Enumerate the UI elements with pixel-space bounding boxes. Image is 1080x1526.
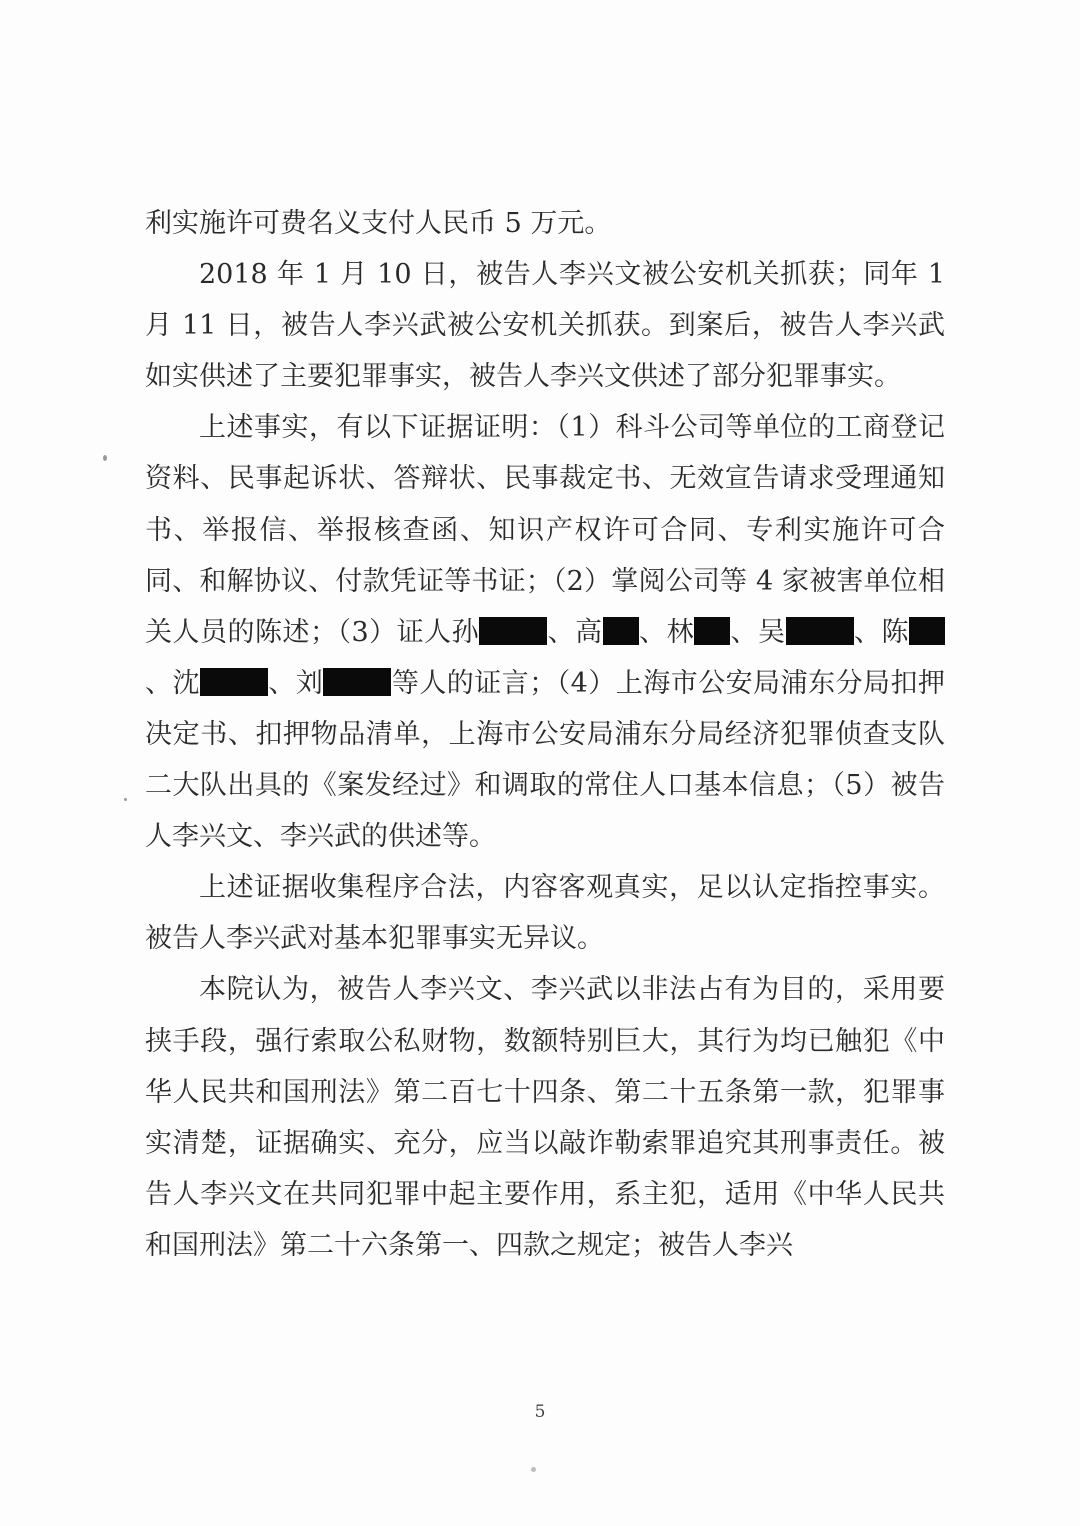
paragraph-text: 上述证据收集程序合法，内容客观真实，足以认定指控事实。被告人李兴武对基本犯罪事实无异议。	[145, 872, 945, 955]
paragraph-p3	[145, 402, 945, 862]
redaction-block	[200, 668, 268, 696]
paragraph-text: 、陈	[853, 616, 910, 648]
paragraph-p2	[145, 249, 945, 402]
body-text	[145, 198, 945, 1271]
paragraph-text: 上述事实，有以下证据证明：（1）科斗公司等单位的工商登记资料、民事起诉状、答辩状、民事裁定书、无效宣告请求受理通知书、举报信、举报核查函、知识产权许可合同、专利实施许可合同、和解协议、付款凭证等书证；（2）掌阅公司等 4 家被害单位相关人员的陈述；（3）证人孙	[145, 412, 945, 648]
scan-speck	[124, 798, 127, 801]
redaction-block	[786, 617, 854, 645]
redaction-block	[323, 668, 391, 696]
paragraph-text: 利实施许可费名义支付人民币 5 万元。	[145, 208, 612, 239]
paragraph-text: 等人的证言；（4）上海市公安局浦东分局扣押决定书、扣押物品清单，上海市公安局浦东分局经济犯罪侦查支队二大队出具的《案发经过》和调取的常住人口基本信息；（5）被告人李兴文、李兴武的供述等。	[145, 667, 945, 853]
redaction-block	[694, 617, 730, 645]
paragraph-p1	[145, 198, 945, 249]
paragraph-text: 2018 年 1 月 10 日，被告人李兴文被公安机关抓获；同年 1 月 11 日，被告人李兴武被公安机关抓获。到案后，被告人李兴武如实供述了主要犯罪事实，被告人李兴文供述了部分犯罪事实。	[145, 259, 945, 393]
paragraph-text: 、林	[638, 616, 695, 648]
redaction-block	[603, 617, 639, 645]
paragraph-text: 、刘	[267, 667, 324, 699]
paragraph-p4	[145, 862, 945, 964]
redaction-block	[909, 617, 945, 645]
paragraph-text: 、沈	[145, 667, 200, 699]
paragraph-text: 、高	[547, 616, 603, 648]
paragraph-text: 本院认为，被告人李兴文、李兴武以非法占有为目的，采用要挟手段，强行索取公私财物，数额特别巨大，其行为均已触犯《中华人民共和国刑法》第二百七十四条、第二十五条第一款，犯罪事实清楚，证据确实、充分，应当以敲诈勒索罪追究其刑事责任。被告人李兴文在共同犯罪中起主要作用，系主犯，适用《中华人民共和国刑法》第二十六条第一、四款之规定；被告人李兴	[145, 974, 945, 1261]
page-number: 5	[534, 1402, 546, 1422]
scan-speck	[531, 1467, 536, 1472]
paragraph-p5	[145, 964, 945, 1271]
paragraph-text: 、吴	[730, 616, 786, 648]
redaction-block	[479, 617, 547, 645]
scan-speck	[103, 455, 107, 461]
